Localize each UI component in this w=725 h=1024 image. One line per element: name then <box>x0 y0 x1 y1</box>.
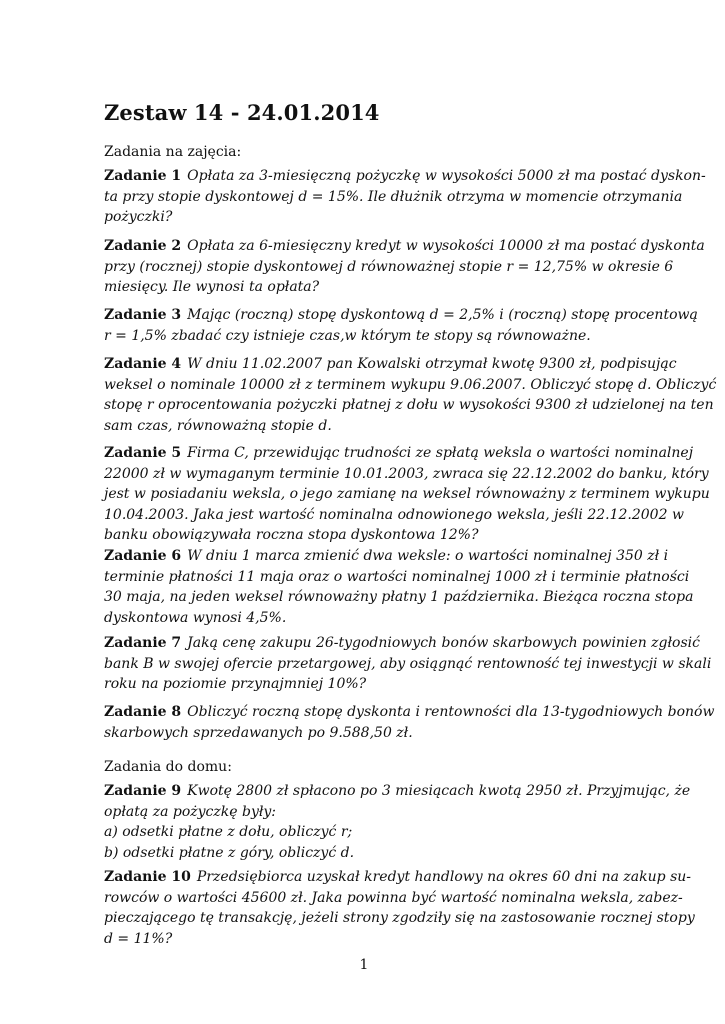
document-page <box>104 0 717 1024</box>
task-line <box>104 305 698 326</box>
task-line: ta przy stopie dyskontowej d = 15%. Ile dłużnik otrzyma w momencie otrzymania <box>104 188 683 205</box>
task-line: stopę r oprocentowania pożyczki płatnej z dołu w wysokości 9300 zł udzielonej na ten <box>104 397 714 413</box>
task-text: Jaką cenę zakupu 26-tygodniowych bonów skarbowych powinien zgłosić <box>187 635 700 651</box>
task-line: terminie płatności 11 maja oraz o wartości nominalnej 1000 zł i terminie płatności <box>104 568 690 585</box>
task-line <box>104 781 691 802</box>
task-4 <box>104 354 717 436</box>
task-label: Zadanie 2 <box>104 238 182 254</box>
task-10 <box>104 867 695 949</box>
page-number: 1 <box>359 957 369 973</box>
task-label: Zadanie 7 <box>104 635 182 651</box>
task-line: a) odsetki płatne z dołu, obliczyć r; <box>104 824 353 840</box>
task-line: przy (rocznej) stopie dyskontowej d równoważnej stopie r = 12,75% w okresie 6 <box>104 258 674 275</box>
task-label: Zadanie 5 <box>104 445 182 461</box>
task-label: Zadanie 10 <box>104 869 191 885</box>
task-text: Obliczyć roczną stopę dyskonta i rentowności dla 13-tygodniowych bonów <box>187 704 715 720</box>
task-line: sam czas, równoważną stopie d. <box>104 417 332 434</box>
task-text: Przedsiębiorca uzyskał kredyt handlowy na okres 60 dni na zakup su- <box>196 869 691 885</box>
task-line: d = 11%? <box>104 930 173 947</box>
task-label: Zadanie 4 <box>104 356 182 372</box>
task-line: skarbowych sprzedawanych po 9.588,50 zł. <box>104 724 413 741</box>
task-line: r = 1,5% zbadać czy istnieje czas,w którym te stopy są równoważne. <box>104 327 591 344</box>
task-line <box>104 867 691 888</box>
task-line: 10.04.2003. Jaka jest wartość nominalna odnowionego weksla, jeśli 22.12.2002 w <box>104 506 684 523</box>
task-line: dyskontowa wynosi 4,5%. <box>104 609 287 626</box>
task-text: Opłata za 6-miesięczny kredyt w wysokości 10000 zł ma postać dyskonta <box>187 238 705 254</box>
task-6 <box>104 546 694 628</box>
task-text: Firma C, przewidując trudności ze spłatą weksla o wartości nominalnej <box>187 445 694 461</box>
task-text: W dniu 11.02.2007 pan Kowalski otrzymał kwotę 9300 zł, podpisując <box>187 356 677 372</box>
task-line <box>104 166 706 187</box>
task-line: bank B w swojej ofercie przetargowej, aby osiągnąć rentowność tej inwestycji w skali <box>104 655 712 672</box>
task-5 <box>104 443 710 546</box>
document-title: Zestaw 14 - 24.01.2014 <box>104 100 380 125</box>
task-line <box>104 443 694 464</box>
section-heading-homework: Zadania do domu: <box>104 759 232 775</box>
task-line: banku obowiązywała roczna stopa dyskontowa 12%? <box>104 527 479 543</box>
task-line: pożyczki? <box>104 209 173 225</box>
task-line: miesięcy. Ile wynosi ta opłata? <box>104 279 320 295</box>
task-label: Zadanie 9 <box>104 783 182 799</box>
task-text: Mając (roczną) stopę dyskontową d = 2,5% i (roczną) stopę procentową <box>187 307 698 323</box>
task-7 <box>104 633 712 695</box>
task-label: Zadanie 3 <box>104 307 182 323</box>
task-line: pieczającego tę transakcję, jeżeli strony zgodziły się na zastosowanie rocznej stopy <box>104 910 695 926</box>
task-line: 22000 zł w wymaganym terminie 10.01.2003, zwraca się 22.12.2002 do banku, który <box>104 465 709 482</box>
task-1 <box>104 166 706 228</box>
task-line: roku na poziomie przynajmniej 10%? <box>104 676 367 692</box>
task-2 <box>104 236 705 298</box>
task-line <box>104 236 705 257</box>
task-8 <box>104 702 715 743</box>
task-line <box>104 633 700 654</box>
task-text: Kwotę 2800 zł spłacono po 3 miesiącach kwotą 2950 zł. Przyjmując, że <box>187 783 691 799</box>
task-line <box>104 702 715 723</box>
task-line: jest w posiadaniu weksla, o jego zamianę na weksel równoważny z terminem wykupu <box>104 486 710 502</box>
task-9 <box>104 781 691 863</box>
task-label: Zadanie 6 <box>104 548 182 564</box>
task-label: Zadanie 8 <box>104 704 182 720</box>
task-line <box>104 354 677 375</box>
task-3 <box>104 305 698 346</box>
task-line: 30 maja, na jeden weksel równoważny płatny 1 października. Bieżąca roczna stopa <box>104 589 694 605</box>
section-heading-in-class: Zadania na zajęcia: <box>104 144 242 160</box>
task-line <box>104 546 669 567</box>
task-line: weksel o nominale 10000 zł z terminem wykupu 9.06.2007. Obliczyć stopę d. Obliczyć <box>104 376 717 393</box>
task-line: opłatą za pożyczkę były: <box>104 803 277 820</box>
task-line: b) odsetki płatne z góry, obliczyć d. <box>104 844 355 861</box>
task-text: Opłata za 3-miesięczną pożyczkę w wysokości 5000 zł ma postać dyskon- <box>187 168 706 184</box>
task-text: W dniu 1 marca zmienić dwa weksle: o wartości nominalnej 350 zł i <box>187 548 669 564</box>
task-label: Zadanie 1 <box>104 168 182 184</box>
task-line: rowców o wartości 45600 zł. Jaka powinna być wartość nominalna weksla, zabez- <box>104 889 683 906</box>
